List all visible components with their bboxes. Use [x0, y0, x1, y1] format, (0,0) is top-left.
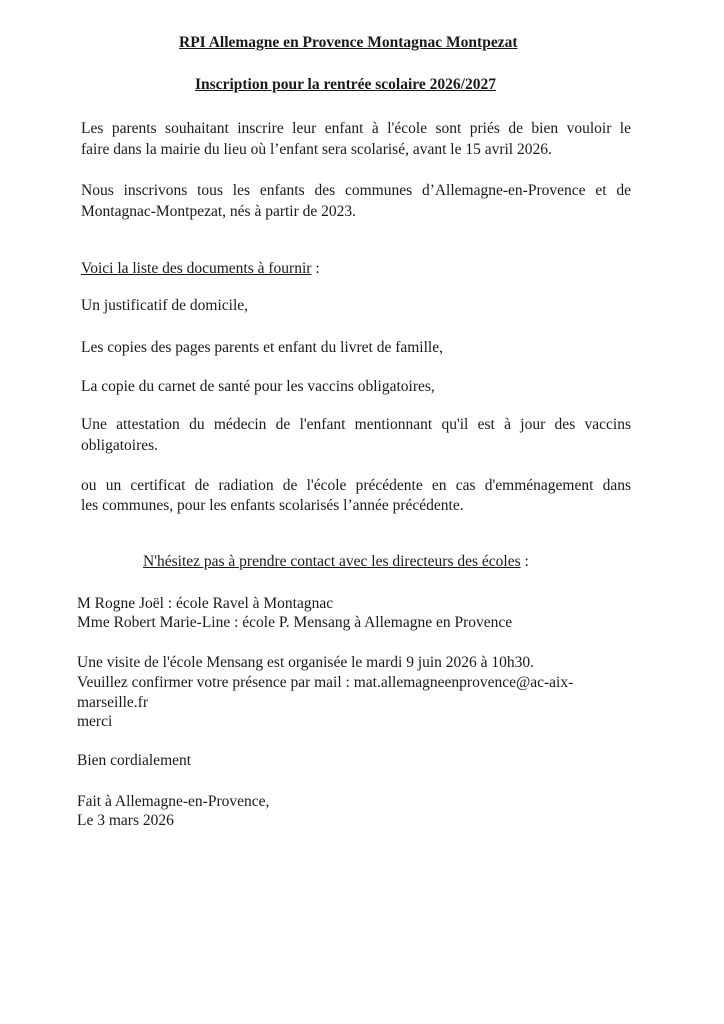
closing-place: Fait à Allemagne-en-Provence, — [77, 793, 270, 810]
document-item: les communes, pour les enfants scolarisés l’année précédente. — [81, 497, 464, 514]
intro-paragraph-line: Les parents souhaitant inscrire leur enfant à l'école sont priés de bien vouloir le — [81, 120, 631, 137]
document-item: ou un certificat de radiation de l'école précédente en cas d'emménagement dans — [81, 477, 631, 494]
closing-date: Le 3 mars 2026 — [77, 812, 174, 829]
visit-line: marseille.fr — [77, 694, 149, 711]
contact-heading-colon: : — [520, 553, 529, 570]
contact-heading — [143, 552, 529, 572]
intro-paragraph-line: Nous inscrivons tous les enfants des communes d’Allemagne-en-Provence et de — [81, 182, 631, 199]
document-item: Une attestation du médecin de l'enfant mentionnant qu'il est à jour des vaccins — [81, 416, 631, 433]
document-item: La copie du carnet de santé pour les vaccins obligatoires, — [81, 378, 435, 395]
document-item: Les copies des pages parents et enfant du livret de famille, — [81, 339, 443, 356]
document-title: RPI Allemagne en Provence Montagnac Montpezat — [179, 34, 518, 51]
visit-line: Veuillez confirmer votre présence par mail : mat.allemagneenprovence@ac-aix- — [77, 674, 574, 691]
documents-heading-colon: : — [311, 260, 320, 277]
closing-greeting: Bien cordialement — [77, 752, 192, 769]
document-subtitle: Inscription pour la rentrée scolaire 2026/2027 — [195, 76, 496, 93]
contact-heading-text: N'hésitez pas à prendre contact avec les directeurs des écoles — [143, 553, 521, 570]
visit-line: Une visite de l'école Mensang est organisée le mardi 9 juin 2026 à 10h30. — [77, 654, 535, 671]
intro-paragraph-line: faire dans la mairie du lieu où l’enfant sera scolarisé, avant le 15 avril 2026. — [81, 141, 552, 158]
director-line: M Rogne Joël : école Ravel à Montagnac — [77, 595, 334, 612]
intro-paragraph-line: Montagnac-Montpezat, nés à partir de 2023. — [81, 203, 357, 220]
director-line: Mme Robert Marie-Line : école P. Mensang à Allemagne en Provence — [77, 614, 513, 631]
documents-heading — [81, 259, 320, 279]
document-item: Un justificatif de domicile, — [81, 297, 249, 314]
visit-line: merci — [77, 713, 113, 730]
document-item: obligatoires. — [81, 437, 159, 454]
documents-heading-text: Voici la liste des documents à fournir — [81, 260, 312, 277]
